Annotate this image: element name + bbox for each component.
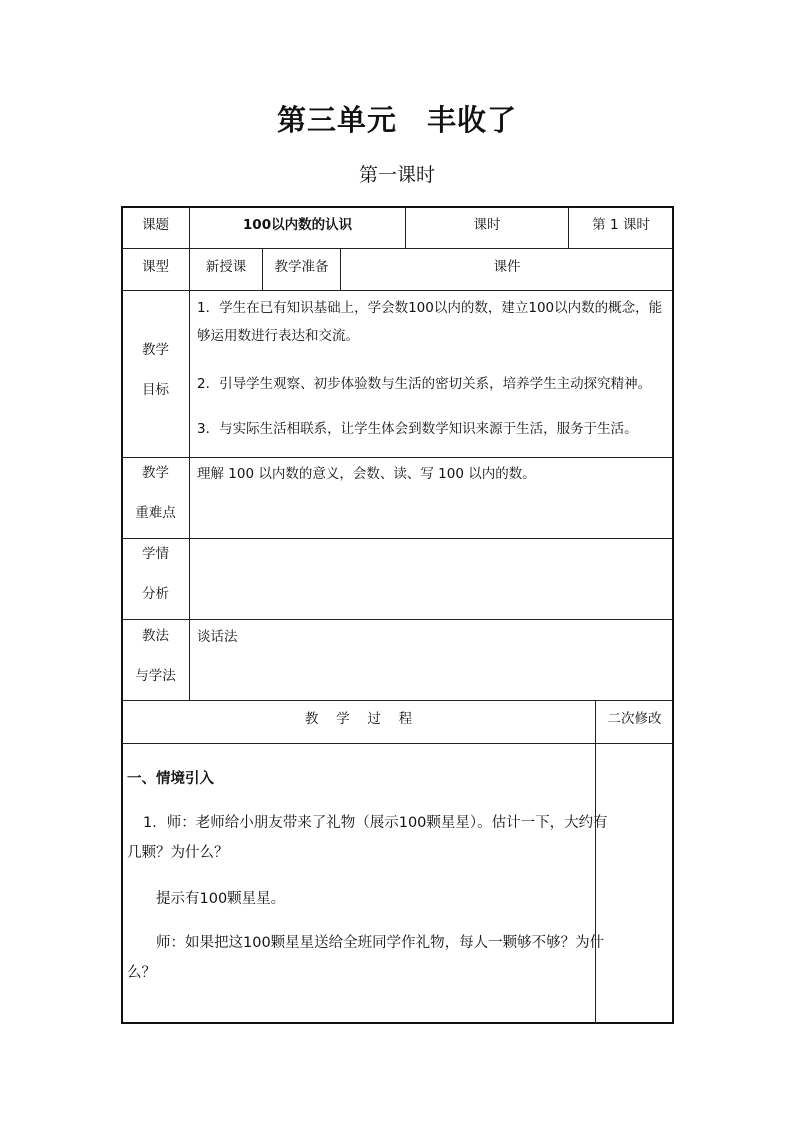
process-paragraph-3-line2: 么？ [127,965,156,981]
column-divider [189,207,190,701]
analysis-label-line1: 学情 [142,546,169,562]
process-paragraph-1-line2: 几颗？为什么？ [127,845,229,861]
process-header: 教 学 过 程 [304,711,413,727]
row-divider [122,457,673,458]
revision-header: 二次修改 [607,711,662,727]
preparation-label: 教学准备 [274,259,329,275]
section-heading: 一、情境引入 [127,771,214,787]
row-divider [122,290,673,291]
row-divider [122,538,673,539]
period-label: 课时 [473,217,501,233]
lesson-subtitle: 第一课时 [358,164,435,186]
key-points-label-line1: 教学 [142,465,169,481]
goal-item-1-line1: 1．学生在已有知识基础上，学会数100以内的数，建立100以内数的概念，能 [197,300,663,316]
process-paragraph-3-line1: 师：如果把这100颗星星送给全班同学作礼物，每人一颗够不够？为什 [156,935,605,951]
row-divider [122,619,673,620]
process-paragraph-2: 提示有100颗星星。 [156,891,286,907]
goal-item-2: 2．引导学生观察、初步体验数与生活的密切关系，培养学生主动探究精神。 [197,376,652,392]
analysis-label-line2: 分析 [142,586,169,602]
process-paragraph-1-line1: 1．师：老师给小朋友带来了礼物（展示100颗星星）。估计一下，大约有 [143,815,608,831]
topic-value: 100以内数的认识 [242,217,353,233]
process-paragraph-3 [127,932,604,984]
goal-item-3: 3．与实际生活相联系，让学生体会到数学知识来源于生活，服务于生活。 [197,421,638,437]
row-divider [122,743,673,744]
goal-item-1 [197,297,662,347]
goals-label-line1: 教学 [142,342,169,358]
row-divider [122,248,673,249]
key-points-text: 理解 100 以内数的意义，会数、读、写 100 以内的数。 [197,466,536,482]
process-paragraph-1 [127,812,608,864]
period-value: 第 1 课时 [592,217,650,233]
method-label-line2: 与学法 [135,668,176,684]
row-divider [122,700,673,701]
preparation-value: 课件 [493,259,521,275]
goal-item-1-line2: 够运用数进行表达和交流。 [197,328,359,344]
key-points-label-line2: 重难点 [135,505,176,521]
lesson-type-label: 课型 [142,259,169,275]
topic-label: 课题 [142,217,169,233]
goals-label-line2: 目标 [142,382,169,398]
method-text: 谈话法 [197,629,238,645]
method-label-line1: 教法 [142,628,169,644]
unit-title: 第三单元 丰收了 [276,103,517,137]
lesson-type-value: 新授课 [205,259,247,275]
